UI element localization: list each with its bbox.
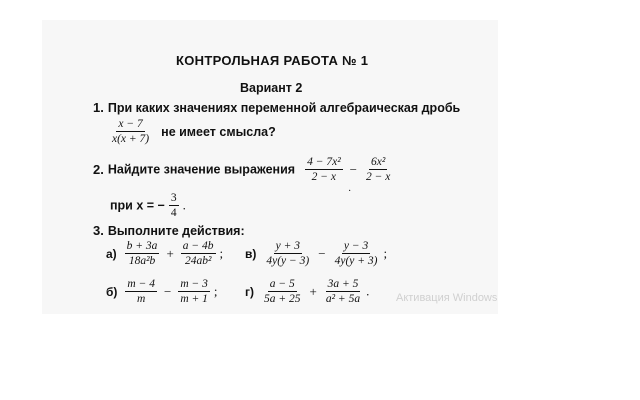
punctuation: . <box>182 197 186 213</box>
task-number: 3. <box>93 223 104 238</box>
task-number: 2. <box>93 162 104 177</box>
numerator: 4 − 7x² <box>307 156 341 168</box>
task-number: 1. <box>93 100 104 115</box>
denominator: 4y(y − 3) <box>266 255 310 267</box>
punctuation: ; <box>219 245 224 261</box>
fraction <box>125 240 160 267</box>
fraction <box>264 240 311 267</box>
numerator: y + 3 <box>275 240 300 252</box>
denominator: m + 1 <box>180 293 208 305</box>
task-1 <box>93 99 460 117</box>
item-label: а) <box>106 246 117 261</box>
item-label: г) <box>245 284 254 299</box>
stray-dot: · <box>348 186 352 197</box>
variant-label: Вариант 2 <box>240 81 303 95</box>
denominator: 5a + 25 <box>264 293 301 305</box>
numerator: b + 3a <box>126 240 158 252</box>
denominator: 2 − x <box>365 171 391 183</box>
fraction <box>110 118 151 145</box>
task-text: При каких значениях переменной алгебраическая дробь <box>107 101 461 115</box>
task-3-b <box>106 278 218 305</box>
denominator: x(x + 7) <box>112 133 150 145</box>
task-text: Выполните действия: <box>107 224 245 238</box>
denominator: 4y(y + 3) <box>334 255 378 267</box>
fraction <box>333 240 380 267</box>
operator: + <box>309 283 317 299</box>
fraction <box>181 240 216 267</box>
task-1-expression <box>110 118 276 145</box>
denominator: m <box>137 293 146 305</box>
punctuation: . <box>366 283 370 299</box>
fraction <box>178 278 210 305</box>
denominator: 4 <box>170 207 177 219</box>
punctuation: ; <box>213 283 218 299</box>
numerator: m − 3 <box>180 278 208 290</box>
denominator: 24ab² <box>184 255 212 267</box>
task-3 <box>93 222 245 240</box>
operator: − <box>164 283 172 299</box>
task-3-a <box>106 240 223 267</box>
item-label: б) <box>106 284 118 299</box>
denominator: 2 − x <box>311 171 337 183</box>
operator: + <box>166 245 174 261</box>
task-2 <box>93 156 392 183</box>
operator: − <box>318 245 326 261</box>
item-label: в) <box>245 246 257 261</box>
denominator: 18a²b <box>128 255 156 267</box>
numerator: 6x² <box>371 156 386 168</box>
operator: − <box>349 161 357 177</box>
task-3-v <box>245 240 387 267</box>
numerator: m − 4 <box>127 278 155 290</box>
punctuation: ; <box>383 245 388 261</box>
page-title: КОНТРОЛЬНАЯ РАБОТА № 1 <box>176 53 369 68</box>
numerator: 3a + 5 <box>327 278 359 290</box>
fraction <box>364 156 392 183</box>
numerator: y − 3 <box>343 240 369 252</box>
denominator: a² + 5a <box>325 293 361 305</box>
fraction <box>305 156 343 183</box>
task-3-g <box>245 278 369 305</box>
numerator: 3 <box>170 192 177 204</box>
fraction <box>125 278 157 305</box>
task-text: Найдите значение выражения <box>107 162 296 177</box>
numerator: x − 7 <box>118 118 143 130</box>
fraction <box>262 278 303 305</box>
condition-text: при x = − <box>110 198 165 213</box>
fraction <box>324 278 362 305</box>
numerator: a − 5 <box>269 278 295 290</box>
task-2-condition <box>110 192 186 219</box>
numerator: a − 4b <box>182 240 214 252</box>
task-text: не имеет смысла? <box>161 124 276 139</box>
fraction <box>169 192 179 219</box>
activation-watermark: Активация Windows <box>396 292 498 304</box>
